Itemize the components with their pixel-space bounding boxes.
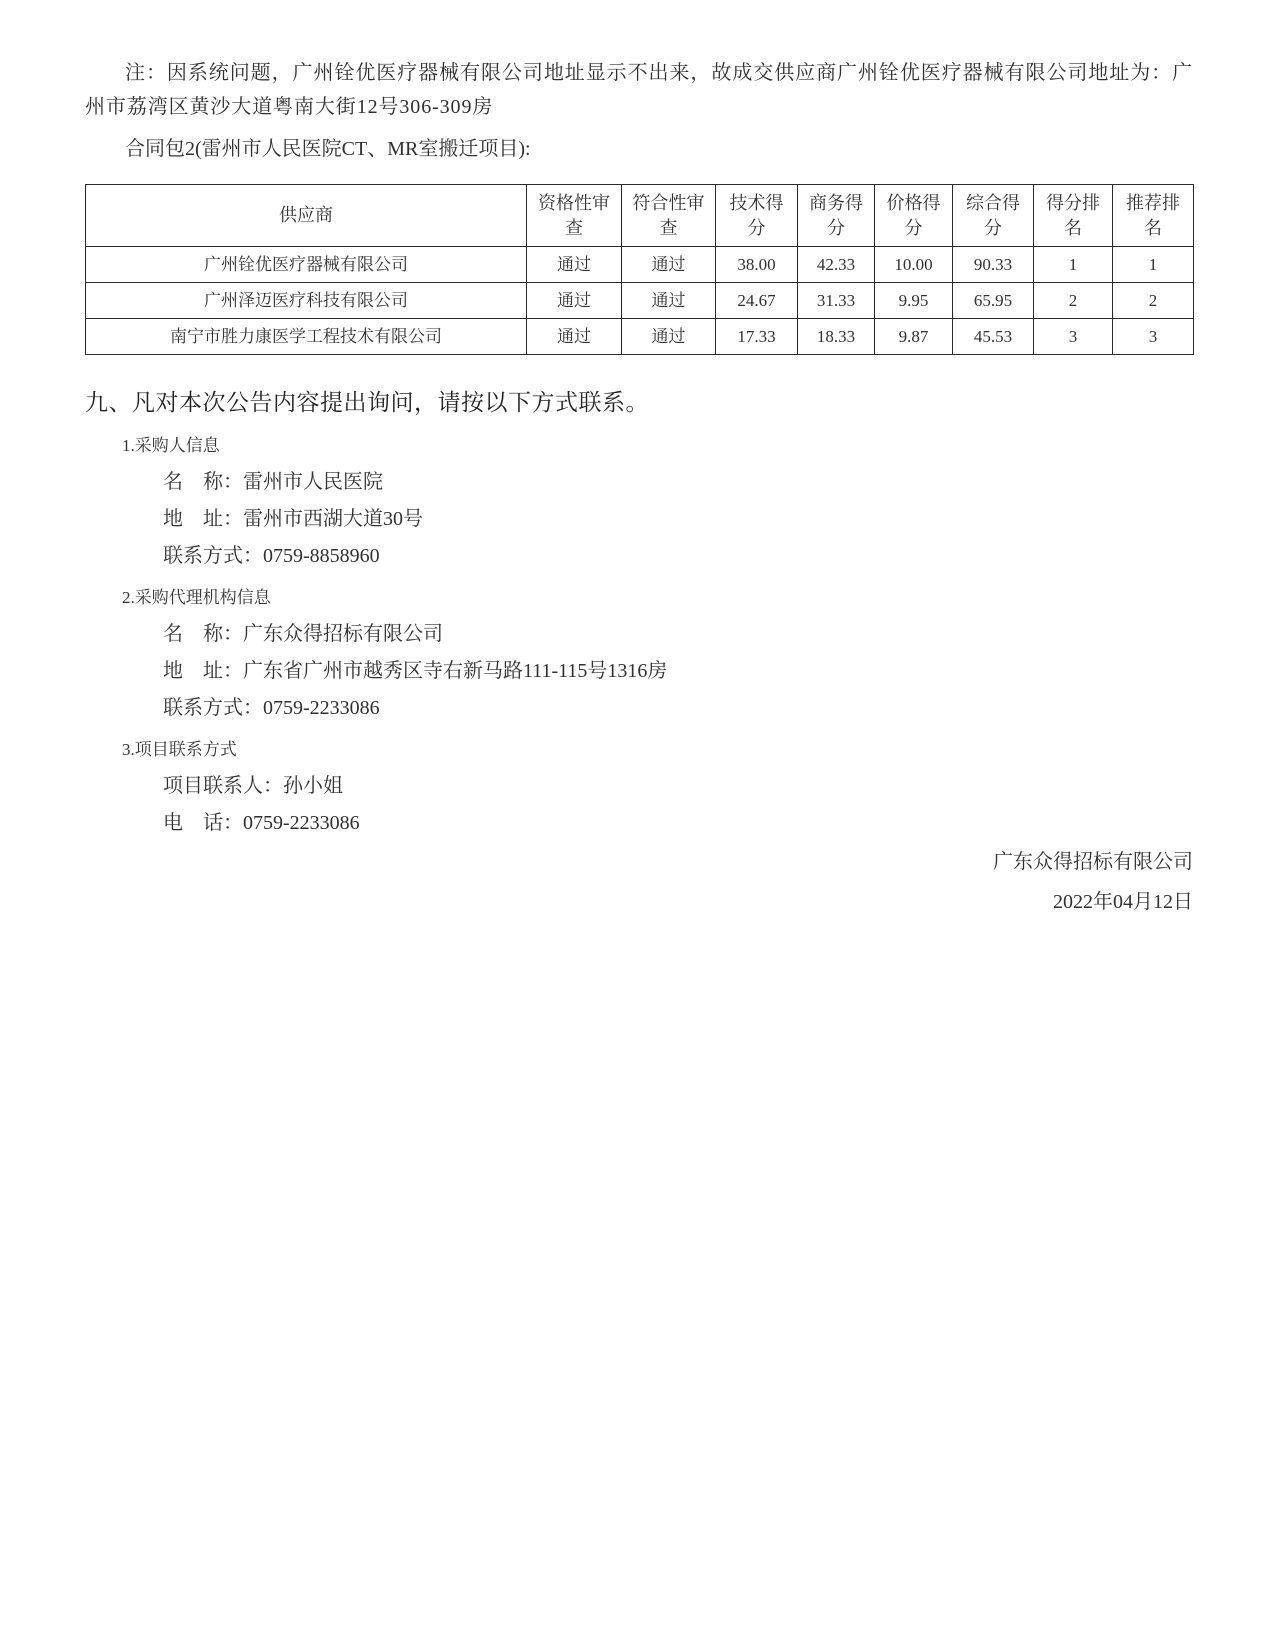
signature-block [85,842,1193,922]
purchaser-address-line: 地 址：雷州市西湖大道30号 [163,508,423,530]
score-rank-cell: 2 [1034,283,1113,319]
composite-score-cell: 65.95 [953,283,1034,319]
agency-contact-line: 联系方式：0759-2233086 [163,697,380,719]
agency-name-line: 名 称：广东众得招标有限公司 [163,623,443,645]
col-header-conformity-review: 符合性审查 [622,185,716,247]
business-score-cell: 31.33 [798,283,875,319]
agency-address-line: 地 址：广东省广州市越秀区寺右新马路111-115号1316房 [163,660,668,682]
col-header-score-rank: 得分排名 [1034,185,1113,247]
business-score-cell: 42.33 [798,247,875,283]
section-nine-heading: 九、凡对本次公告内容提出询问，请按以下方式联系。 [85,390,649,415]
conformity-cell: 通过 [622,247,716,283]
table-row [86,283,1194,319]
technical-score-cell: 24.67 [716,283,798,319]
recommend-rank-cell: 1 [1113,247,1194,283]
table-row [86,319,1194,355]
conformity-cell: 通过 [622,319,716,355]
col-header-composite-score: 综合得分 [953,185,1034,247]
group-label-agency: 2.采购代理机构信息 [122,588,271,607]
supplier-name-cell: 广州泽迈医疗科技有限公司 [86,283,527,319]
group-label-project-contact: 3.项目联系方式 [122,740,237,759]
qualification-cell: 通过 [527,283,622,319]
purchaser-info-group [85,427,1193,575]
group-label-purchaser: 1.采购人信息 [122,436,220,455]
signature-company: 广东众得招标有限公司 [993,851,1193,873]
purchaser-name-line: 名 称：雷州市人民医院 [163,471,383,493]
supplier-name-cell: 南宁市胜力康医学工程技术有限公司 [86,319,527,355]
composite-score-cell: 90.33 [953,247,1034,283]
supplier-name-cell: 广州铨优医疗器械有限公司 [86,247,527,283]
contract-package-line: 合同包2(雷州市人民医院CT、MR室搬迁项目): [125,138,531,160]
signature-date: 2022年04月12日 [1053,891,1193,913]
system-note-paragraph: 注：因系统问题，广州铨优医疗器械有限公司地址显示不出来，故成交供应商广州铨优医疗器械有限公司地址为：广州市荔湾区黄沙大道粤南大街12号306-309房 [85,62,1193,118]
col-header-business-score: 商务得分 [798,185,875,247]
price-score-cell: 9.95 [875,283,953,319]
supplier-score-table [85,184,1194,355]
qualification-cell: 通过 [527,319,622,355]
price-score-cell: 10.00 [875,247,953,283]
agency-info-group [85,579,1193,727]
composite-score-cell: 45.53 [953,319,1034,355]
purchaser-contact-line: 联系方式：0759-8858960 [163,545,380,567]
qualification-cell: 通过 [527,247,622,283]
recommend-rank-cell: 3 [1113,319,1194,355]
recommend-rank-cell: 2 [1113,283,1194,319]
page-content [85,56,1193,922]
col-header-technical-score: 技术得分 [716,185,798,247]
price-score-cell: 9.87 [875,319,953,355]
project-contact-group [85,731,1193,842]
technical-score-cell: 38.00 [716,247,798,283]
technical-score-cell: 17.33 [716,319,798,355]
col-header-qualification-review: 资格性审查 [527,185,622,247]
conformity-cell: 通过 [622,283,716,319]
table-row [86,247,1194,283]
score-rank-cell: 1 [1034,247,1113,283]
business-score-cell: 18.33 [798,319,875,355]
col-header-price-score: 价格得分 [875,185,953,247]
table-header-row [86,185,1194,247]
col-header-supplier: 供应商 [86,185,527,247]
col-header-recommend-rank: 推荐排名 [1113,185,1194,247]
project-phone-line: 电 话：0759-2233086 [163,812,360,834]
project-contact-person-line: 项目联系人：孙小姐 [163,775,343,797]
score-rank-cell: 3 [1034,319,1113,355]
